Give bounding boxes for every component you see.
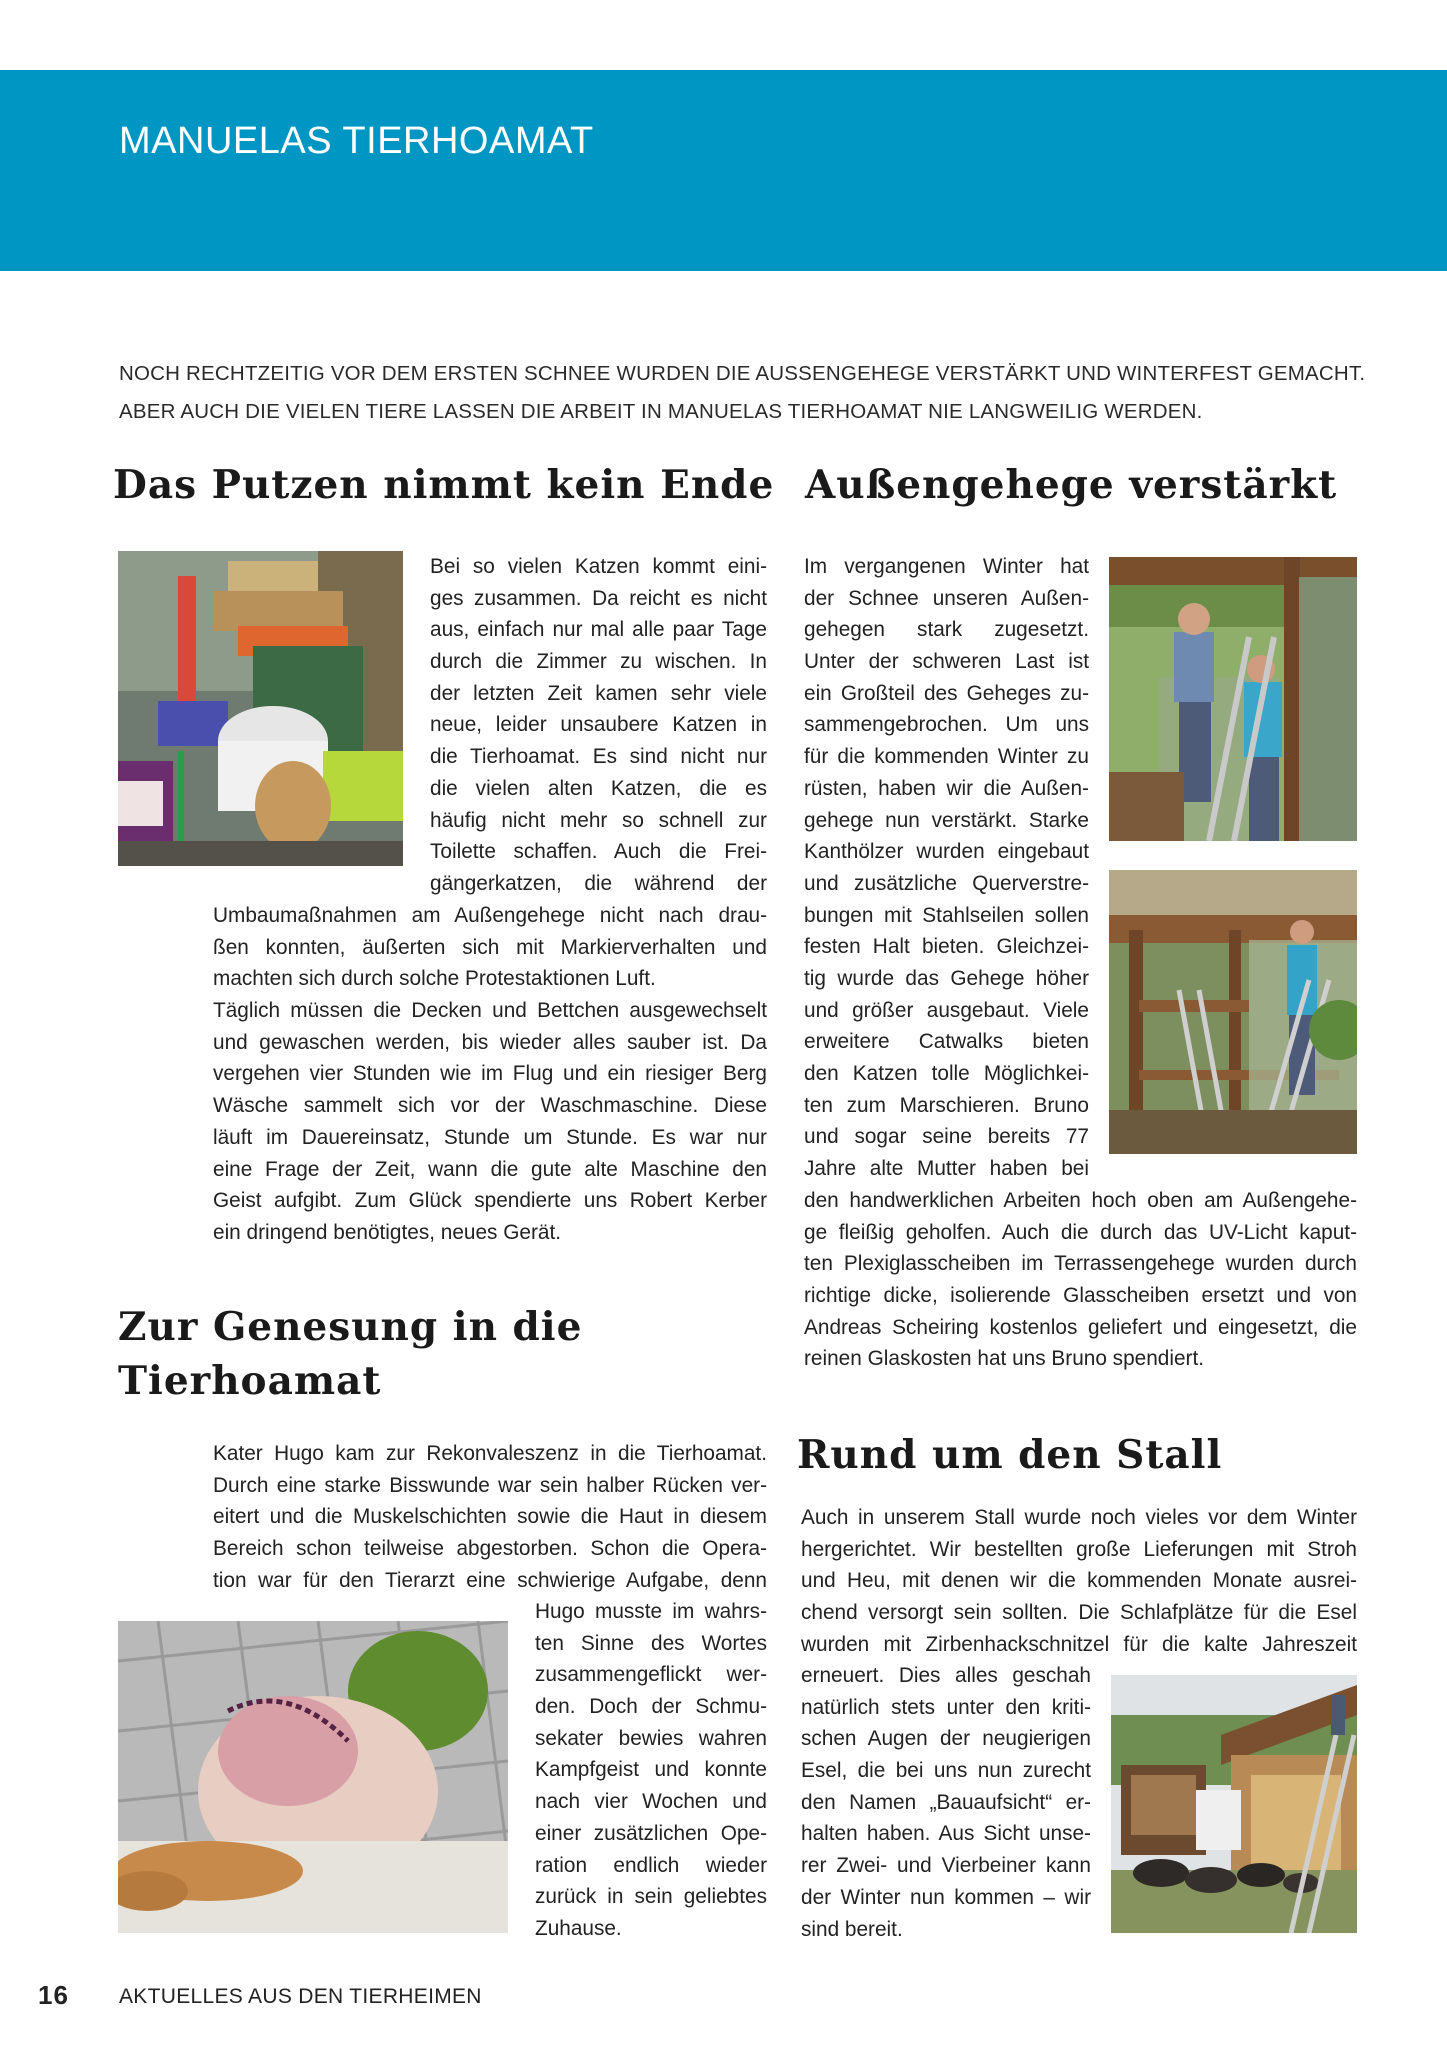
header-banner xyxy=(0,70,1447,271)
text-line: ten zum Marschieren. Bruno xyxy=(804,1093,1089,1117)
heading-genesung-line2: Tierhoamat xyxy=(118,1358,382,1404)
text-line: Kanthölzer wurden eingebaut xyxy=(804,840,1089,864)
text-line: Jahre alte Mutter haben bei xyxy=(804,1157,1089,1181)
text-line: machten sich durch solche Protestaktionen Luft. xyxy=(213,967,656,991)
text-line: Zuhause. xyxy=(535,1916,622,1940)
text-line: ein dringend benötigtes, neues Gerät. xyxy=(213,1220,562,1244)
photo-cleaning-supplies xyxy=(118,551,403,866)
heading-stall: Rund um den Stall xyxy=(797,1432,1223,1478)
text-line: ein Großteil des Geheges zu- xyxy=(804,681,1089,705)
text-line: Toilette schaffen. Auch die Frei- xyxy=(430,840,767,864)
text-line: Bereich schon teilweise abgestorben. Schon die Opera- xyxy=(213,1537,767,1561)
text-line: die vielen alten Katzen, die es xyxy=(430,776,767,800)
text-line: zurück in sein geliebtes xyxy=(535,1885,767,1909)
text-line: und Heu, mit denen wir die kommenden Monate ausrei- xyxy=(801,1569,1357,1593)
genesung-text-bottom xyxy=(535,1596,767,1945)
stall-text-bottom xyxy=(801,1660,1091,1945)
text-line: eine Frage der Zeit, wann die gute alte Maschine den xyxy=(213,1157,767,1181)
text-line: den. Doch der Schmu- xyxy=(535,1695,767,1719)
text-line: ten Plexiglasscheiben im Terrassengehege wurden durch xyxy=(804,1252,1357,1276)
text-line: Hugo musste im wahrs- xyxy=(535,1600,767,1623)
text-line: nach vier Wochen und xyxy=(535,1790,767,1814)
text-line: ges zusammen. Da reicht es nicht xyxy=(430,586,767,610)
putzen-text-bottom xyxy=(213,900,767,1249)
text-line: die Tierhoamat. Es sind nicht nur xyxy=(430,745,767,769)
stall-text-top xyxy=(801,1502,1357,1660)
text-line: wurden mit Zirbenhackschnitzel für die kalte Jahreszeit xyxy=(801,1632,1357,1656)
text-line: rüsten, haben wir die Außen- xyxy=(804,776,1089,800)
text-line: reinen Glaskosten hat uns Bruno spendiert. xyxy=(804,1347,1205,1371)
text-line: erweitere Catwalks bieten xyxy=(804,1030,1089,1054)
text-line: der Schnee unseren Außen- xyxy=(804,586,1089,610)
text-line: den Namen „Bauaufsicht“ er- xyxy=(801,1790,1091,1814)
footer-label: AKTUELLES AUS DEN TIERHEIMEN xyxy=(119,1985,482,2008)
text-line: eitert und die Muskelschichten sowie die Haut in diesem xyxy=(213,1505,767,1529)
text-line: Durch eine starke Bisswunde war sein halber Rücken ver- xyxy=(213,1473,767,1497)
heading-putzen: Das Putzen nimmt kein Ende xyxy=(113,462,775,508)
intro-text xyxy=(119,355,1366,431)
photo-enclosure-repair xyxy=(1109,557,1357,841)
intro-line: NOCH RECHTZEITIG VOR DEM ERSTEN SCHNEE WURDEN DIE AUSSENGEHEGE VERSTÄRKT UND WINTERFEST GEMACHT. xyxy=(119,362,1366,385)
heading-genesung-line1: Zur Genesung in die xyxy=(118,1304,583,1350)
text-line: zusammengeflickt wer- xyxy=(535,1663,767,1687)
text-line: bungen mit Stahlseilen sollen xyxy=(804,903,1089,927)
text-line: Wäsche sammelt sich vor der Waschmaschine. Diese xyxy=(213,1094,767,1118)
text-line: Bei so vielen Katzen kommt eini- xyxy=(430,555,767,578)
page-number: 16 xyxy=(38,1980,69,2010)
photo-catwalks xyxy=(1109,870,1357,1154)
text-line: ge fleißig geholfen. Auch die durch das UV-Licht kaput- xyxy=(804,1220,1357,1244)
text-line: gehege nun verstärkt. Starke xyxy=(804,808,1089,832)
heading-aussengehege: Außengehege verstärkt xyxy=(805,462,1338,508)
text-line: einer zusätzlichen Ope- xyxy=(535,1821,767,1845)
text-line: Geist aufgibt. Zum Glück spendierte uns Robert Kerber xyxy=(213,1189,767,1213)
aussengehege-text-bottom xyxy=(804,1185,1357,1375)
text-line: den handwerklichen Arbeiten hoch oben am Außengehe- xyxy=(804,1189,1357,1212)
text-line: läuft im Dauereinsatz, Stunde um Stunde. Es war nur xyxy=(213,1125,767,1149)
text-line: der Winter nun kommen – wir xyxy=(801,1885,1091,1909)
photo-cat-hugo xyxy=(118,1621,508,1933)
text-line: Kampfgeist und konnte xyxy=(535,1758,767,1782)
text-line: häufig nicht mehr so schnell zur xyxy=(430,808,767,832)
text-line: halten haben. Aus Sicht unse- xyxy=(801,1822,1091,1846)
text-line: gängerkatzen, die während der xyxy=(430,871,767,895)
page-title: MANUELAS TIERHOAMAT xyxy=(119,120,594,162)
text-line: Im vergangenen Winter hat xyxy=(804,555,1089,578)
text-line: ration endlich wieder xyxy=(535,1853,767,1877)
text-line: Täglich müssen die Decken und Bettchen ausgewechselt xyxy=(213,999,767,1023)
text-line: Umbaumaßnahmen am Außengehege nicht nach drau- xyxy=(213,904,767,927)
text-line: Esel, die bei uns nun zurecht xyxy=(801,1759,1091,1783)
text-line: ten Sinne des Wortes xyxy=(535,1631,767,1655)
text-line: sekater bewies wahren xyxy=(535,1726,767,1750)
text-line: hergerichtet. Wir bestellten große Lieferungen mit Stroh xyxy=(801,1537,1357,1561)
text-line: durch die Zimmer zu wischen. In xyxy=(430,650,767,674)
text-line: den Katzen tolle Möglichkei- xyxy=(804,1062,1089,1085)
text-line: und größer ausgebaut. Viele xyxy=(804,998,1089,1022)
text-line: festen Halt bieten. Gleichzei- xyxy=(804,935,1089,959)
text-line: der letzten Zeit kamen sehr viele xyxy=(430,681,767,705)
text-line: sammengebrochen. Um uns xyxy=(804,713,1089,737)
text-line: und gewaschen werden, bis wieder alles sauber ist. Da xyxy=(213,1030,767,1054)
text-line: gehegen stark zugesetzt. xyxy=(804,618,1089,642)
putzen-text-top xyxy=(430,551,767,900)
text-line: tion war für den Tierarzt eine schwierige Aufgabe, denn xyxy=(213,1568,767,1592)
text-line: rer Zwei- und Vierbeiner kann xyxy=(801,1854,1091,1878)
text-line: Kater Hugo kam zur Rekonvaleszenz in die Tierhoamat. xyxy=(213,1442,767,1465)
text-line: und sogar seine bereits 77 xyxy=(804,1125,1089,1149)
intro-line: ABER AUCH DIE VIELEN TIERE LASSEN DIE ARBEIT IN MANUELAS TIERHOAMAT NIE LANGWEILIG WERDEN. xyxy=(119,400,1203,423)
text-line: aus, einfach nur mal alle paar Tage xyxy=(430,618,767,642)
text-line: sind bereit. xyxy=(801,1917,903,1941)
text-line: erneuert. Dies alles geschah xyxy=(801,1664,1091,1687)
text-line: vergehen vier Stunden wie im Flug und ein riesiger Berg xyxy=(213,1062,767,1086)
text-line: Andreas Scheiring kostenlos geliefert und eingesetzt, die xyxy=(804,1315,1357,1339)
text-line: natürlich stets unter den kriti- xyxy=(801,1695,1091,1719)
text-line: für die kommenden Winter zu xyxy=(804,745,1089,769)
text-line: Unter der schweren Last ist xyxy=(804,650,1089,674)
text-line: schen Augen der neugierigen xyxy=(801,1727,1091,1751)
genesung-text-top xyxy=(213,1438,767,1596)
text-line: chend versorgt sein sollten. Die Schlafplätze für die Esel xyxy=(801,1601,1357,1625)
text-line: richtige dicke, isolierende Glasscheiben ersetzt und von xyxy=(804,1284,1357,1308)
text-line: neue, leider unsaubere Katzen in xyxy=(430,713,767,737)
aussengehege-text-top xyxy=(804,551,1089,1185)
text-line: Auch in unserem Stall wurde noch vieles vor dem Winter xyxy=(801,1506,1357,1529)
text-line: und zusätzliche Querverstre- xyxy=(804,871,1089,895)
text-line: tig wurde das Gehege höher xyxy=(804,966,1089,990)
text-line: ßen konnten, äußerten sich mit Markierverhalten und xyxy=(213,935,767,959)
photo-stable-donkeys xyxy=(1111,1675,1357,1933)
